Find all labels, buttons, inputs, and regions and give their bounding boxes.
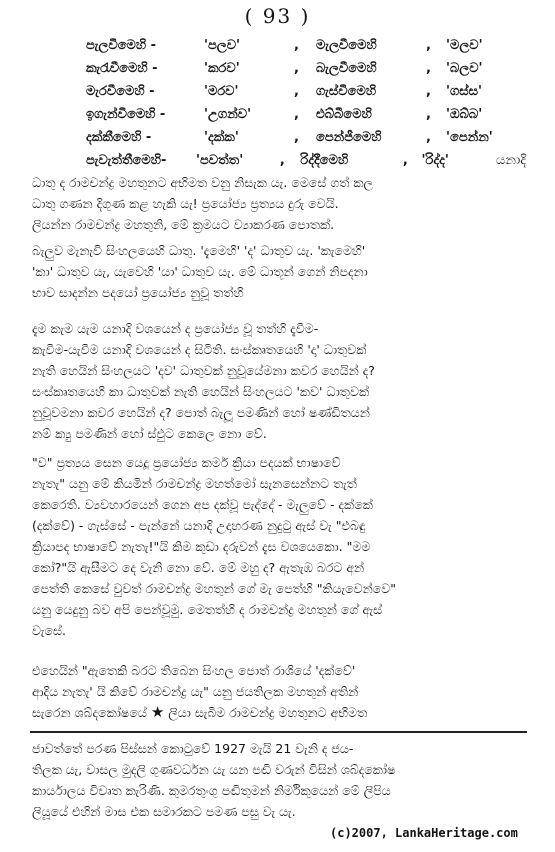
paragraph	[32, 452, 522, 641]
footnote	[32, 738, 522, 822]
verb-form: පැලවීමෙහි -	[86, 38, 157, 53]
text-line: නම් ක්‍යු පමණින් හෝ ස්ඵුට කෙලෙ නො වේ.	[32, 426, 267, 441]
text-line: 'කා' ධාතුව යැ, යැවෙහි 'යා' ධාතුව යැ. මේ ධාතූන් ගෙන් නිපදනා	[32, 264, 368, 279]
verb-root: 'ඔබ්බ'	[446, 107, 483, 122]
verb-root: 'බලව'	[446, 61, 483, 76]
verb-pair-row	[86, 126, 526, 149]
text-line: නැති හෙයින් සිංහලයට 'දව' ධාතුවක් නුවූයේමනා කවර හෙයින් ද?	[32, 363, 375, 378]
text-line: තිලක යැ, වාසල මුදලි ගුණවර්ධන යැ යන පඬි වරුන් විසින් ශබ්දකෝෂ	[32, 762, 396, 777]
verb-form: බැලවීමෙහි	[316, 61, 377, 76]
verb-root: 'රිද්ද'	[421, 153, 449, 168]
text-line: යනු යෙදුනු බව අපි පෙන්වූමු. මෙතත්හි ද රාමචන්ද්‍ර මහතුන් ගේ ඇස්	[32, 602, 383, 617]
text-line: කාර්යාලය විවෘත කැරිණි. කුමරතුංගු පඬිතුමන් නිර්මිකුයෙන් මේ ලිපිය	[32, 783, 391, 798]
verb-form: පැවැත්තීමෙහි-	[86, 153, 167, 168]
verb-form: ගැස්වීමෙහි	[316, 84, 377, 99]
page-number: ( 93 )	[244, 4, 311, 28]
separator: ,	[294, 107, 299, 122]
text-line: බැලුව මැනැවි සිංහලයෙහි ධාතු. 'දැමෙහි' 'ද' ධාතුව යැ. 'කැමෙහි'	[32, 243, 366, 258]
verb-form: රිද්දීමෙහි	[300, 153, 349, 168]
separator: ,	[294, 61, 299, 76]
separator: ,	[279, 153, 285, 168]
separator: ,	[294, 38, 299, 53]
text-line: (දක්වේ) - ගැස්සේ - පැන්නේ යනාදි උදාහරණ නුදුටු ඇස් වැ "එබඳු	[32, 518, 366, 533]
verb-root: 'දක්ක'	[204, 130, 239, 145]
separator: ,	[294, 84, 299, 99]
verb-form: ඉගැන්වීමෙහි -	[86, 107, 166, 122]
verb-root: 'උගන්ව'	[204, 107, 252, 122]
verb-pairs-list	[86, 34, 526, 172]
text-line: කෝ?"යි ඇසීමට දෙ වැනි නො වේ. මේ මහු ද? ඇතැඹ බරට අන්	[32, 560, 365, 575]
text-line: ධාතු ද රාමචන්ද්‍ර මහතුනට අභිමත වනු නිසැක යැ. මෙසේ ගත් කල	[32, 175, 374, 190]
verb-form: එබ්බීමෙහි	[316, 107, 372, 122]
verb-root: 'ගස්ස'	[446, 84, 482, 99]
paragraph	[32, 172, 522, 235]
verb-root: 'කරව'	[204, 61, 240, 76]
text-line: ධාතු ගණන දිගුණ කළ හැකි යැ! ප්‍රයෝජ්‍ය ප්‍රත්‍යය දුරු වෙයි.	[32, 196, 339, 211]
separator: ,	[402, 153, 408, 168]
verb-pair-row	[86, 103, 526, 126]
verb-root: 'මලව'	[446, 38, 483, 53]
text-line: ලියූයේ එහින් මාස එක සමාරකට පමණ පසු වැ යැ.	[32, 804, 296, 819]
paragraph	[32, 318, 522, 444]
verb-form: කැරැවීමෙහි -	[86, 61, 158, 76]
verb-pair-row	[86, 34, 526, 57]
separator: ,	[426, 38, 431, 53]
verb-pair-row	[86, 149, 526, 172]
separator: ,	[426, 61, 431, 76]
trailing-text: යනාදි	[496, 153, 526, 168]
separator: ,	[426, 130, 431, 145]
text-fragment: සැරෙන ශබ්දකෝෂයේ	[32, 705, 147, 720]
paragraph	[32, 660, 522, 723]
copyright-credit: (c)2007, LankaHeritage.com	[330, 826, 518, 840]
paragraph	[32, 240, 522, 303]
separator: ,	[426, 84, 431, 99]
verb-form: මැලවීමෙහි	[316, 38, 377, 53]
text-fragment: ලියා සැබිම රාමචන්ද්‍ර මහතුනට අභිමත	[168, 705, 368, 720]
text-line	[32, 702, 522, 723]
verb-root: 'පෙන්න'	[446, 130, 493, 145]
text-line: නැතැ" යනු මේ කියමින් රාමචන්ද්‍ර මහත්මෝ සැනසෙන්නට තැත්	[32, 476, 357, 491]
text-line: දැම කැම යැම යනාදි වශයෙන් ද ප්‍රයෝජ්‍ය වූ තත්හි දැවීම-	[32, 321, 319, 336]
text-line: කැවීම-යැවීම යනාදි වශයෙන් ද සිටිති. සංස්කෘතයෙහි 'දා' ධාතුවක්	[32, 342, 367, 357]
text-line: වැසේ.	[32, 623, 66, 638]
star-icon: ★	[150, 703, 165, 721]
separator: ,	[294, 130, 299, 145]
text-line: නුවූවමනා කවර හෙයින් ද? පොත් බැලූ පමණින් හෝ ෂණ්ඩිතයන්	[32, 405, 370, 420]
separator: ,	[426, 107, 431, 122]
verb-root: 'පවත්ත'	[195, 153, 244, 168]
verb-root: 'මරව'	[204, 84, 239, 99]
text-line: ජාවත්තේ පරණ පිස්සන් කොටුවේ 1927 මැයි 21 වැනි ද ජය-	[32, 741, 354, 756]
text-line: පෙත්ති කෙසේ වුවත් රාමචන්ද්‍ර මහතුන් ගේ මැ පෙත්හි "කියැවෙන්වෙ"	[32, 581, 396, 596]
verb-form: මැරවීමෙහි -	[86, 84, 155, 99]
verb-root: 'පලව'	[204, 38, 241, 53]
text-line: ක්‍රියාපද භාෂාවේ නැතැ!"යි කිම කුඩා දරුවන් දැස වශයෙකො. "මම	[32, 539, 371, 554]
text-line: කෙරෙති. ව්‍යවහාරයෙන් ගෙන අප දක්වූ පැද්දේ - මැලුවේ - දක්කේ	[32, 497, 373, 512]
text-line: ආදිය නැතැ' යි කිවේ රාමචන්ද්‍ර යැ" යනු ජයතිලක මහතුන් අතින්	[32, 684, 359, 699]
text-line: භාව සාදන්න පදයෝ ප්‍රයෝජ්‍ය නුවූ තත්හි	[32, 285, 244, 300]
text-line: සංස්කෘතයෙහි කා ධාතුවක් නැති හෙයින් සිංහලයට 'කව' ධාතුවක්	[32, 384, 370, 399]
verb-pair-row	[86, 57, 526, 80]
verb-form: දක්කීමෙහි -	[86, 130, 152, 145]
divider	[30, 731, 527, 733]
text-line: ලියන්න රාමචන්ද්‍ර මහතුනි, මේ ක්‍රමයට ව්‍යාකරණ පොතක්.	[32, 217, 335, 232]
verb-form: පෙන්ජීමෙහි	[316, 130, 382, 145]
verb-pair-row	[86, 80, 526, 103]
text-line: එහෙයින් "ඇතෙකි බරට තිබෙන සිංහල පොත් රාශියේ 'දක්වේ'	[32, 663, 356, 678]
text-line: "ව" ප්‍රත්‍යය සෙන යෙදූ ප්‍රයෝජ්‍ය කර්ම ක්‍රියා පදයක් භාෂාවේ	[32, 455, 341, 470]
